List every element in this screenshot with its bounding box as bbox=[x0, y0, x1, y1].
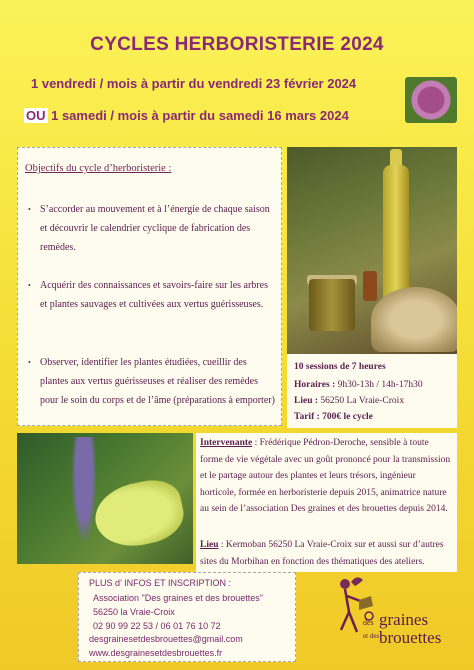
schedule-saturday bbox=[24, 108, 349, 123]
ou-label: OU bbox=[26, 108, 46, 123]
objective-1: S’accorder au mouvement et à l’énergie de chaque saison et découvrir le calendrier cyclique de fabrication des remèdes. bbox=[40, 204, 270, 253]
logo-graines: graines bbox=[379, 610, 429, 629]
intervenante-lieu: Lieu : Kermoban 56250 La Vraie-Croix sur et aussi sur d’autres sites du Morbihan en fonction des thématiques des ateliers. bbox=[200, 540, 444, 567]
intervenante-text: Intervenante : Frédérique Pédron-Deroche, sensible à toute forme de vie végétale avec un goût prononcé pour la transmission et le partage autour des plantes et leurs trésors, ingénieur horticole, formée en herboristerie depuis 2015, animatrice nature au sein de l’association Des graines et des brouettes depuis 2014. bbox=[200, 438, 451, 514]
session-info-box bbox=[287, 354, 457, 428]
mallow-flower-photo bbox=[405, 77, 457, 123]
contact-phone: 02 90 99 22 53 / 06 01 76 10 72 bbox=[93, 621, 221, 631]
contact-association: Association "Des graines et des brouettes" bbox=[93, 593, 263, 603]
objectives-title: Objectifs du cycle d’herboristerie : bbox=[25, 163, 172, 174]
objectives-box bbox=[17, 147, 282, 426]
objective-3: Observer, identifier les plantes étudiées, cueillir des plantes aux vertus guérisseuses et réaliser des remèdes pour le soin du corps et de l’âme (préparations à emporter) bbox=[40, 357, 275, 406]
herbal-preparations-photo bbox=[287, 147, 457, 354]
tarif-line: Tarif : 700€ le cycle bbox=[294, 412, 373, 422]
contact-email[interactable]: desgrainesetdesbrouettes@gmail.com bbox=[89, 634, 243, 644]
logo-des: des bbox=[363, 618, 374, 627]
contact-title: PLUS d’ INFOS ET INSCRIPTION : bbox=[89, 578, 232, 588]
schedule-friday: 1 vendredi / mois à partir du vendredi 23 février 2024 bbox=[31, 76, 357, 91]
contact-address: 56250 la Vraie-Croix bbox=[93, 607, 175, 617]
horaires-line: Horaires : 9h30-13h / 14h-17h30 bbox=[294, 380, 423, 390]
contact-box bbox=[78, 572, 296, 662]
logo-brouettes: brouettes bbox=[379, 628, 442, 647]
association-logo bbox=[323, 572, 463, 667]
page-title: CYCLES HERBORISTERIE 2024 bbox=[90, 34, 384, 55]
butterfly-lavender-photo bbox=[17, 433, 193, 564]
bullet-icon: • bbox=[28, 358, 31, 367]
contact-website[interactable]: www.desgrainesetdesbrouettes.fr bbox=[89, 648, 223, 658]
objective-2: Acquérir des connaissances et savoirs-faire sur les arbres et plantes sauvages et cultivées aux vertus guérisseuses. bbox=[40, 280, 268, 310]
logo-et-des: et des bbox=[363, 632, 380, 640]
sessions-count: 10 sessions de 7 heures bbox=[294, 362, 386, 372]
bullet-icon: • bbox=[28, 205, 31, 214]
schedule-saturday-text: 1 samedi / mois à partir du samedi 16 mars 2024 bbox=[47, 108, 349, 123]
bullet-icon: • bbox=[28, 281, 31, 290]
lieu-line: Lieu : 56250 La Vraie-Croix bbox=[294, 396, 405, 406]
intervenante-box bbox=[196, 433, 457, 572]
